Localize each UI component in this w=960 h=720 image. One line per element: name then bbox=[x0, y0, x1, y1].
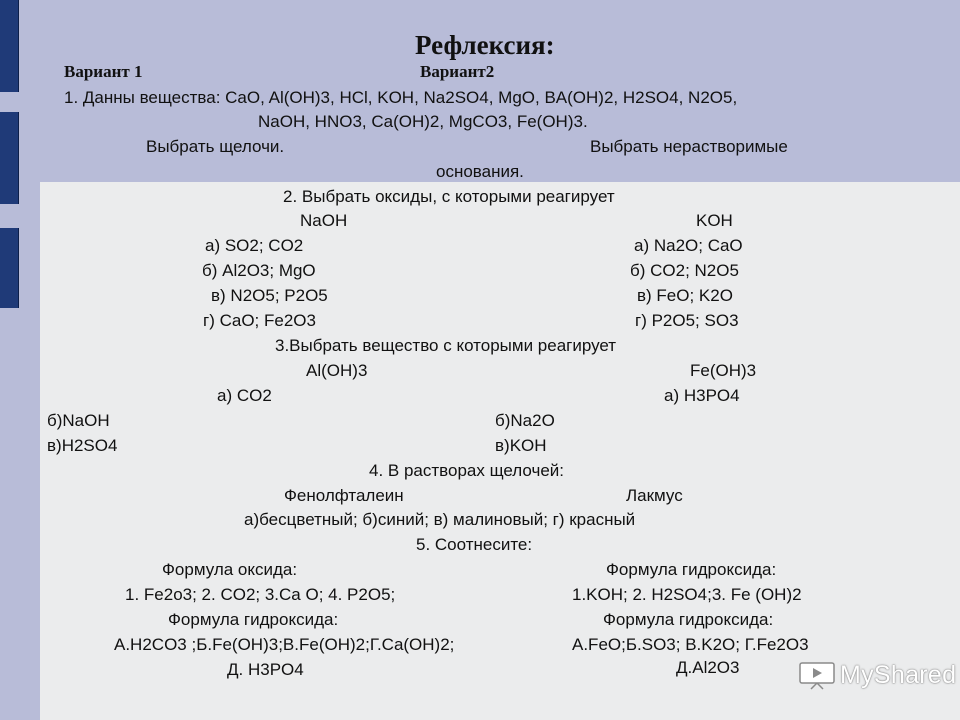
slideshow-icon bbox=[798, 660, 836, 690]
q5-right-head2: Формула гидроксида: bbox=[603, 610, 774, 629]
q1-left-task: Выбрать щелочи. bbox=[146, 137, 285, 156]
q2-right-head: KOH bbox=[696, 211, 733, 230]
q5-heading: 5. Соотнесите: bbox=[416, 535, 533, 554]
q5-right-extra: Д.Al2O3 bbox=[676, 658, 740, 677]
q3-right-head: Fe(OH)3 bbox=[690, 361, 757, 380]
q4-left-indicator: Фенолфталеин bbox=[284, 486, 404, 505]
q3-right-option: в)KOH bbox=[495, 436, 547, 455]
decor-bar bbox=[0, 112, 19, 204]
q2-heading: 2. Выбрать оксиды, с которыми реагирует bbox=[283, 187, 615, 206]
q2-right-option: г) P2O5; SO3 bbox=[635, 311, 739, 330]
q2-left-option: в) N2O5; P2O5 bbox=[211, 286, 328, 305]
q3-left-option: а) CO2 bbox=[217, 386, 272, 405]
slide-title: Рефлексия: bbox=[415, 30, 555, 60]
q5-right-list1: 1.KOH; 2. H2SO4;3. Fe (OH)2 bbox=[572, 585, 802, 604]
q4-heading: 4. В растворах щелочей: bbox=[369, 461, 564, 480]
q5-left-extra: Д. H3PO4 bbox=[227, 660, 304, 679]
q5-left-list1: 1. Fe2o3; 2. CO2; 3.Ca O; 4. P2O5; bbox=[125, 585, 396, 604]
watermark-logo bbox=[798, 660, 956, 690]
q3-heading: 3.Выбрать вещество с которыми реагирует bbox=[275, 336, 617, 355]
q2-left-head: NaOH bbox=[300, 211, 348, 230]
q3-left-option: б)NaOH bbox=[47, 411, 110, 430]
q5-right-head1: Формула гидроксида: bbox=[606, 560, 777, 579]
variant-1-label: Вариант 1 bbox=[64, 62, 143, 81]
q5-left-head2: Формула гидроксида: bbox=[168, 610, 339, 629]
q5-right-list2: А.FeO;Б.SO3; В.K2O; Г.Fe2O3 bbox=[572, 635, 809, 654]
q3-right-option: а) H3PO4 bbox=[664, 386, 740, 405]
q5-left-list2: А.H2CO3 ;Б.Fe(OH)3;В.Fe(OH)2;Г.Ca(OH)2; bbox=[114, 635, 455, 654]
q3-left-head: Al(OH)3 bbox=[306, 361, 368, 380]
q1-line1: 1. Данны вещества: CaO, Al(OH)3, HCl, KOH, Na2SO4, MgO, BA(OH)2, H2SO4, N2O5, bbox=[64, 88, 738, 107]
q2-right-option: а) Na2O; CaO bbox=[634, 236, 743, 255]
q1-line2: NaOH, HNO3, Ca(OH)2, MgCO3, Fe(OH)3. bbox=[258, 112, 588, 131]
q1-right-task-cont: основания. bbox=[436, 162, 524, 181]
watermark-text: MyShared bbox=[840, 660, 957, 689]
decor-bar bbox=[0, 228, 19, 308]
q3-left-option: в)H2SO4 bbox=[47, 436, 118, 455]
q3-right-option: б)Na2O bbox=[495, 411, 555, 430]
q2-right-option: в) FeO; K2O bbox=[637, 286, 733, 305]
q4-right-indicator: Лакмус bbox=[626, 486, 683, 505]
q4-options: а)бесцветный; б)синий; в) малиновый; г) красный bbox=[244, 510, 636, 529]
q2-left-option: г) CaO; Fe2O3 bbox=[203, 311, 316, 330]
q2-left-option: б) Al2O3; MgO bbox=[202, 261, 316, 280]
q2-right-option: б) CO2; N2O5 bbox=[630, 261, 739, 280]
decor-bar bbox=[0, 0, 19, 92]
variant-2-label: Вариант2 bbox=[420, 62, 495, 81]
q5-left-head1: Формула оксида: bbox=[162, 560, 298, 579]
q2-left-option: а) SO2; CO2 bbox=[205, 236, 304, 255]
q1-right-task: Выбрать нерастворимые bbox=[590, 137, 788, 156]
